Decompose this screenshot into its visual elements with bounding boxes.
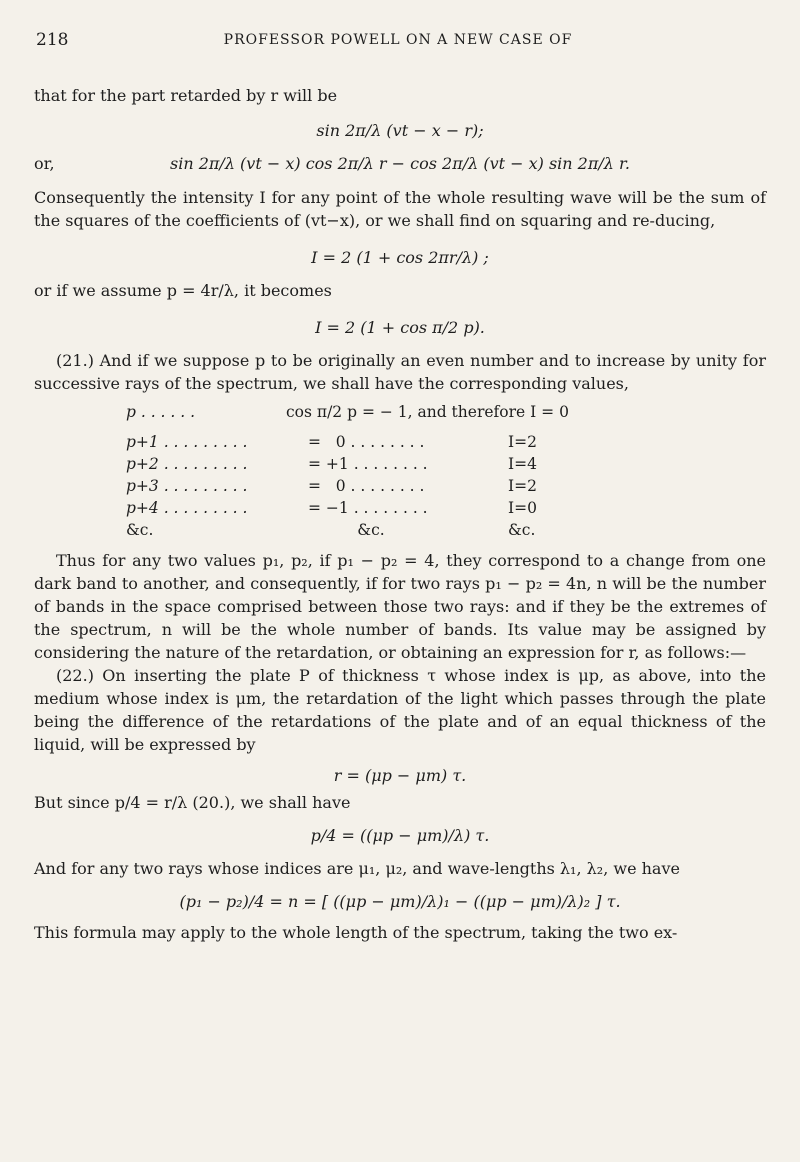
- equation-5: r = (μp − μm) τ.: [333, 766, 467, 785]
- equation-4: I = 2 (1 + cos π/2 p).: [315, 318, 485, 337]
- paragraph-7: But since p/4 = r/λ (20.), we shall have: [34, 793, 351, 812]
- paragraph-4: (21.) And if we suppose p to be originally an even number and to increase by unity for successive rays of the spectrum, we shall have the corresponding values,: [34, 351, 766, 393]
- table-cell: &c.: [126, 521, 154, 539]
- paragraph-8: And for any two rays whose indices are μ₁, μ₂, and wave-lengths λ₁, λ₂, we have: [34, 859, 680, 878]
- table-cell: I=2: [508, 433, 537, 451]
- table-cell: cos π/2 p = − 1, and therefore I = 0: [286, 403, 569, 421]
- table-row: [126, 475, 766, 497]
- table-header-row: [126, 401, 766, 423]
- page-body: [34, 84, 766, 944]
- equation-2: sin 2π/λ (vt − x) cos 2π/λ r − cos 2π/λ (vt − x) sin 2π/λ r.: [170, 154, 630, 173]
- table-cell: p+3 . . . . . . . . .: [126, 477, 248, 495]
- table-row: [126, 497, 766, 519]
- table-row: [126, 431, 766, 453]
- table-cell: &c.: [308, 521, 385, 539]
- table-cell: &c.: [508, 521, 536, 539]
- table-row: [126, 519, 766, 541]
- equation-7: (p₁ − p₂)/4 = n = [ ((μp − μm)/λ)₁ − ((μp − μm)/λ)₂ ] τ.: [179, 892, 621, 911]
- equation-2-row: [34, 146, 766, 182]
- paragraph-6: (22.) On inserting the plate P of thickness τ whose index is μp, as above, into the medium whose index is μm, the retardation of the light which passes through the plate being the difference of the retardations of the plate and of an equal thickness of the liquid, will be expressed by: [34, 666, 766, 754]
- equation-3: I = 2 (1 + cos 2πr/λ) ;: [311, 248, 489, 267]
- table-row: [126, 453, 766, 475]
- table-cell: p+2 . . . . . . . . .: [126, 455, 248, 473]
- table-cell: I=4: [508, 455, 537, 473]
- equation-2-label: or,: [34, 154, 55, 173]
- table-cell: I=0: [508, 499, 537, 517]
- running-head: PROFESSOR POWELL ON A NEW CASE OF: [223, 32, 573, 48]
- equation-1: sin 2π/λ (vt − x − r);: [316, 121, 484, 140]
- table-cell: = 0 . . . . . . . .: [308, 433, 425, 451]
- page-number: 218: [36, 30, 69, 50]
- paragraph-1: that for the part retarded by r will be: [34, 86, 338, 105]
- table-cell: p+4 . . . . . . . . .: [126, 499, 248, 517]
- values-table: [126, 401, 766, 541]
- paragraph-3: or if we assume p = 4r/λ, it becomes: [34, 281, 332, 300]
- paragraph-2: Consequently the intensity I for any point of the whole resulting wave will be the sum of the squares of the coefficients of (vt−x), or we shall find on squaring and re-ducing,: [34, 188, 766, 230]
- table-cell: = +1 . . . . . . . .: [308, 455, 428, 473]
- table-cell: p . . . . . .: [126, 403, 196, 421]
- paragraph-9: This formula may apply to the whole length of the spectrum, taking the two ex-: [34, 923, 678, 942]
- table-cell: = 0 . . . . . . . .: [308, 477, 425, 495]
- page-header: [36, 30, 760, 54]
- paragraph-5: Thus for any two values p₁, p₂, if p₁ − p₂ = 4, they correspond to a change from one dark band to another, and consequently, if for two rays p₁ − p₂ = 4n, n will be the number of bands in the space comprised between those two rays: and if they be the extremes of the spectrum, n will be the whole number of bands. Its value may be assigned by considering the nature of the retardation, or obtaining an expression for r, as follows:—: [34, 551, 766, 662]
- table-cell: p+1 . . . . . . . . .: [126, 433, 248, 451]
- table-cell: = −1 . . . . . . . .: [308, 499, 428, 517]
- table-cell: I=2: [508, 477, 537, 495]
- equation-6: p/4 = ((μp − μm)/λ) τ.: [310, 826, 490, 845]
